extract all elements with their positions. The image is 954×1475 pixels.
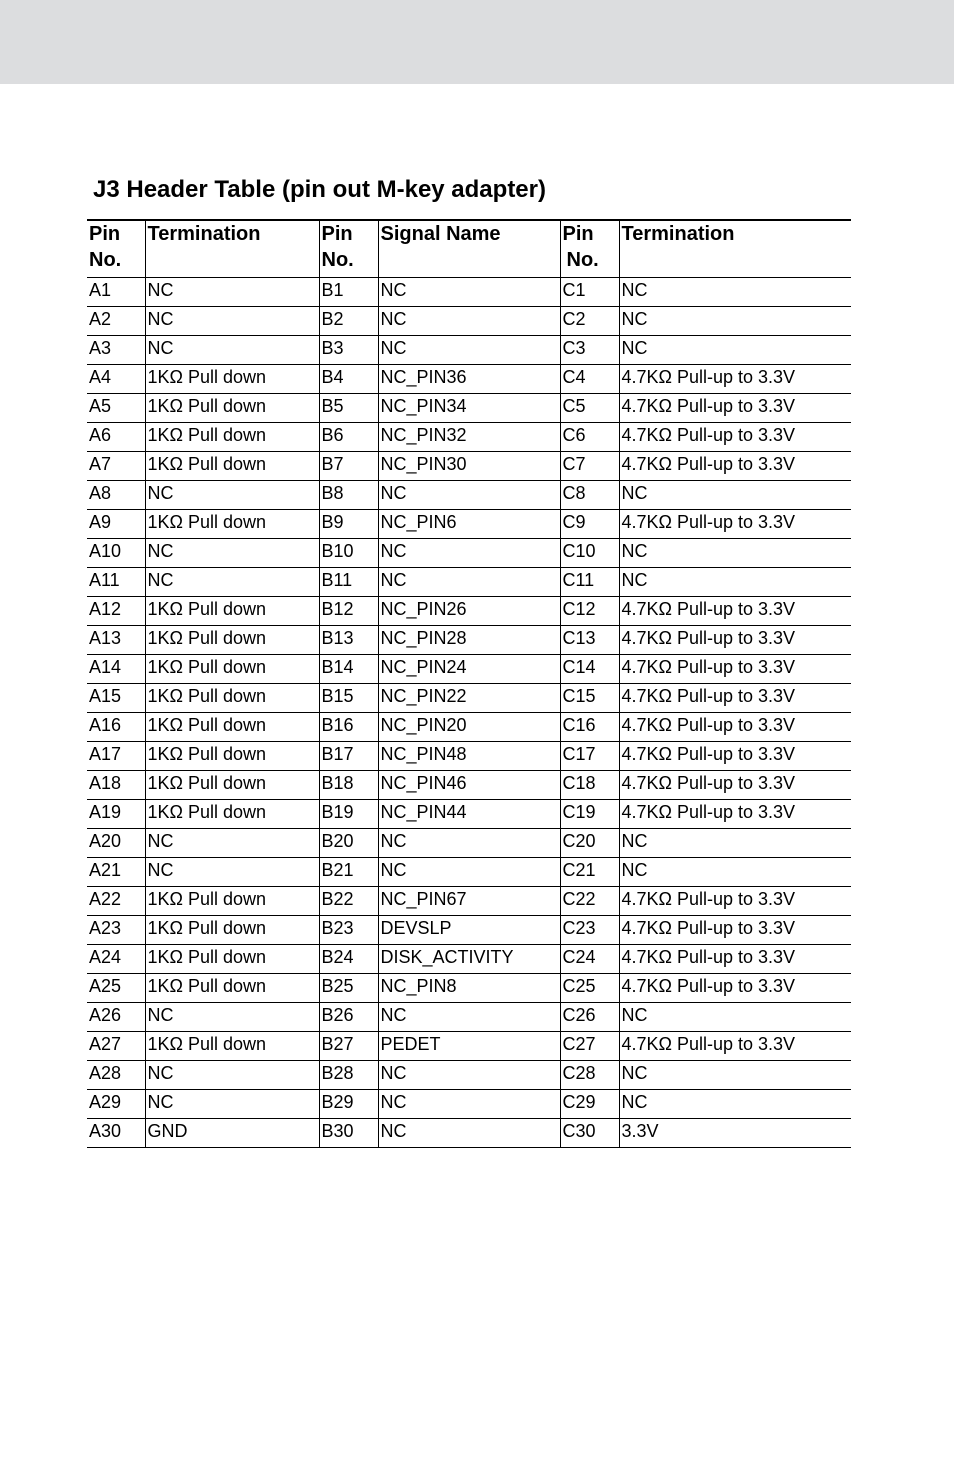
termination-c-cell: 4.7KΩ Pull-up to 3.3V: [619, 365, 851, 394]
pin-c-cell: C28: [560, 1061, 619, 1090]
pin-a-cell: A5: [87, 394, 145, 423]
table-row: [87, 1090, 851, 1119]
termination-a-cell: 1KΩ Pull down: [145, 365, 319, 394]
pin-b-cell: B24: [319, 945, 378, 974]
termination-c-cell: 4.7KΩ Pull-up to 3.3V: [619, 916, 851, 945]
table-row: [87, 800, 851, 829]
table-row: [87, 423, 851, 452]
pin-b-cell: B1: [319, 278, 378, 307]
signal-name-cell: NC_PIN48: [378, 742, 560, 771]
termination-a-cell: 1KΩ Pull down: [145, 771, 319, 800]
termination-a-cell: 1KΩ Pull down: [145, 1032, 319, 1061]
table-row: [87, 974, 851, 1003]
table-row: [87, 1119, 851, 1148]
table-row: [87, 887, 851, 916]
pin-c-cell: C18: [560, 771, 619, 800]
pin-c-cell: C20: [560, 829, 619, 858]
pin-c-cell: C19: [560, 800, 619, 829]
termination-a-cell: NC: [145, 336, 319, 365]
pin-c-cell: C12: [560, 597, 619, 626]
termination-a-cell: NC: [145, 1090, 319, 1119]
pin-b-cell: B14: [319, 655, 378, 684]
termination-a-cell: 1KΩ Pull down: [145, 626, 319, 655]
pin-c-cell: C5: [560, 394, 619, 423]
pin-b-cell: B21: [319, 858, 378, 887]
termination-c-cell: NC: [619, 568, 851, 597]
pin-b-cell: B28: [319, 1061, 378, 1090]
pin-b-cell: B22: [319, 887, 378, 916]
pin-b-cell: B13: [319, 626, 378, 655]
termination-a-cell: 1KΩ Pull down: [145, 713, 319, 742]
table-row: [87, 742, 851, 771]
table-row: [87, 829, 851, 858]
pin-a-cell: A17: [87, 742, 145, 771]
pin-a-cell: A3: [87, 336, 145, 365]
pin-a-cell: A9: [87, 510, 145, 539]
table-row: [87, 394, 851, 423]
pin-b-cell: B25: [319, 974, 378, 1003]
signal-name-cell: NC: [378, 568, 560, 597]
termination-c-cell: NC: [619, 1061, 851, 1090]
termination-a-cell: 1KΩ Pull down: [145, 945, 319, 974]
pin-a-cell: A15: [87, 684, 145, 713]
table-row: [87, 1003, 851, 1032]
termination-c-cell: NC: [619, 829, 851, 858]
termination-a-cell: 1KΩ Pull down: [145, 887, 319, 916]
pin-a-cell: A28: [87, 1061, 145, 1090]
pin-c-cell: C9: [560, 510, 619, 539]
termination-c-cell: 4.7KΩ Pull-up to 3.3V: [619, 1032, 851, 1061]
header-line: Signal Name: [380, 223, 501, 245]
pin-c-cell: C3: [560, 336, 619, 365]
signal-name-cell: DEVSLP: [378, 916, 560, 945]
table-row: [87, 510, 851, 539]
table-row: [87, 1061, 851, 1090]
header-pin-no-c: [560, 220, 619, 278]
termination-c-cell: 4.7KΩ Pull-up to 3.3V: [619, 597, 851, 626]
table-title: J3 Header Table (pin out M-key adapter): [93, 176, 546, 203]
signal-name-cell: NC_PIN8: [378, 974, 560, 1003]
pin-b-cell: B3: [319, 336, 378, 365]
termination-c-cell: 4.7KΩ Pull-up to 3.3V: [619, 510, 851, 539]
pin-b-cell: B27: [319, 1032, 378, 1061]
pin-a-cell: A13: [87, 626, 145, 655]
signal-name-cell: NC_PIN36: [378, 365, 560, 394]
header-pin-no-a: [87, 220, 145, 278]
table-row: [87, 771, 851, 800]
termination-a-cell: NC: [145, 307, 319, 336]
pin-b-cell: B23: [319, 916, 378, 945]
header-line: No.: [566, 249, 599, 271]
header-signal-name: [378, 220, 560, 278]
table-row: [87, 365, 851, 394]
termination-c-cell: 4.7KΩ Pull-up to 3.3V: [619, 655, 851, 684]
termination-a-cell: 1KΩ Pull down: [145, 452, 319, 481]
pin-a-cell: A18: [87, 771, 145, 800]
signal-name-cell: NC: [378, 539, 560, 568]
signal-name-cell: PEDET: [378, 1032, 560, 1061]
termination-a-cell: NC: [145, 568, 319, 597]
termination-a-cell: 1KΩ Pull down: [145, 800, 319, 829]
signal-name-cell: NC: [378, 1003, 560, 1032]
table-row: [87, 481, 851, 510]
pin-b-cell: B12: [319, 597, 378, 626]
pin-c-cell: C27: [560, 1032, 619, 1061]
table-row: [87, 858, 851, 887]
header-line: Pin: [321, 223, 353, 245]
pin-c-cell: C26: [560, 1003, 619, 1032]
termination-a-cell: 1KΩ Pull down: [145, 684, 319, 713]
pin-c-cell: C29: [560, 1090, 619, 1119]
pin-a-cell: A6: [87, 423, 145, 452]
termination-c-cell: 4.7KΩ Pull-up to 3.3V: [619, 742, 851, 771]
pin-b-cell: B7: [319, 452, 378, 481]
signal-name-cell: NC_PIN24: [378, 655, 560, 684]
signal-name-cell: NC: [378, 1119, 560, 1148]
pin-c-cell: C17: [560, 742, 619, 771]
pin-a-cell: A2: [87, 307, 145, 336]
table-row: [87, 626, 851, 655]
table-row: [87, 336, 851, 365]
table-row: [87, 568, 851, 597]
termination-a-cell: NC: [145, 1003, 319, 1032]
pin-b-cell: B30: [319, 1119, 378, 1148]
pin-c-cell: C24: [560, 945, 619, 974]
header-line: Pin: [89, 223, 121, 245]
termination-c-cell: NC: [619, 539, 851, 568]
termination-c-cell: NC: [619, 858, 851, 887]
pin-a-cell: A22: [87, 887, 145, 916]
signal-name-cell: NC_PIN67: [378, 887, 560, 916]
termination-c-cell: 4.7KΩ Pull-up to 3.3V: [619, 974, 851, 1003]
pin-a-cell: A26: [87, 1003, 145, 1032]
termination-a-cell: 1KΩ Pull down: [145, 597, 319, 626]
header-line: Termination: [147, 223, 261, 245]
signal-name-cell: NC_PIN32: [378, 423, 560, 452]
pin-b-cell: B4: [319, 365, 378, 394]
pin-b-cell: B6: [319, 423, 378, 452]
pin-a-cell: A19: [87, 800, 145, 829]
signal-name-cell: NC_PIN46: [378, 771, 560, 800]
pin-a-cell: A20: [87, 829, 145, 858]
pin-b-cell: B10: [319, 539, 378, 568]
table-row: [87, 713, 851, 742]
pin-c-cell: C1: [560, 278, 619, 307]
termination-a-cell: 1KΩ Pull down: [145, 394, 319, 423]
termination-c-cell: NC: [619, 1090, 851, 1119]
pin-b-cell: B26: [319, 1003, 378, 1032]
pin-a-cell: A8: [87, 481, 145, 510]
pin-c-cell: C11: [560, 568, 619, 597]
termination-c-cell: 4.7KΩ Pull-up to 3.3V: [619, 394, 851, 423]
signal-name-cell: NC: [378, 829, 560, 858]
table-row: [87, 1032, 851, 1061]
pin-a-cell: A10: [87, 539, 145, 568]
table-row: [87, 655, 851, 684]
pin-a-cell: A25: [87, 974, 145, 1003]
table-row: [87, 278, 851, 307]
table-body: [87, 278, 851, 1148]
pin-a-cell: A21: [87, 858, 145, 887]
termination-a-cell: NC: [145, 539, 319, 568]
signal-name-cell: NC: [378, 307, 560, 336]
pin-table: [87, 219, 851, 1148]
pin-c-cell: C2: [560, 307, 619, 336]
termination-c-cell: 4.7KΩ Pull-up to 3.3V: [619, 713, 851, 742]
pin-a-cell: A1: [87, 278, 145, 307]
pin-c-cell: C13: [560, 626, 619, 655]
termination-a-cell: NC: [145, 858, 319, 887]
table-row: [87, 597, 851, 626]
table-row: [87, 916, 851, 945]
pin-c-cell: C15: [560, 684, 619, 713]
termination-a-cell: GND: [145, 1119, 319, 1148]
signal-name-cell: NC_PIN28: [378, 626, 560, 655]
termination-c-cell: 4.7KΩ Pull-up to 3.3V: [619, 452, 851, 481]
signal-name-cell: NC: [378, 336, 560, 365]
table-header: [87, 220, 851, 278]
header-termination-a: [145, 220, 319, 278]
termination-c-cell: NC: [619, 307, 851, 336]
pin-a-cell: A24: [87, 945, 145, 974]
pin-c-cell: C16: [560, 713, 619, 742]
pin-a-cell: A27: [87, 1032, 145, 1061]
pin-c-cell: C21: [560, 858, 619, 887]
header-line: Pin: [562, 223, 594, 245]
termination-a-cell: NC: [145, 1061, 319, 1090]
pin-c-cell: C10: [560, 539, 619, 568]
termination-c-cell: 4.7KΩ Pull-up to 3.3V: [619, 945, 851, 974]
pin-c-cell: C4: [560, 365, 619, 394]
table-row: [87, 539, 851, 568]
pin-a-cell: A7: [87, 452, 145, 481]
pin-c-cell: C14: [560, 655, 619, 684]
pin-a-cell: A4: [87, 365, 145, 394]
pin-c-cell: C8: [560, 481, 619, 510]
pin-c-cell: C23: [560, 916, 619, 945]
pin-c-cell: C22: [560, 887, 619, 916]
termination-c-cell: 3.3V: [619, 1119, 851, 1148]
table-row: [87, 452, 851, 481]
termination-c-cell: 4.7KΩ Pull-up to 3.3V: [619, 771, 851, 800]
termination-a-cell: NC: [145, 829, 319, 858]
header-line: Termination: [621, 223, 735, 245]
termination-a-cell: 1KΩ Pull down: [145, 423, 319, 452]
signal-name-cell: NC_PIN26: [378, 597, 560, 626]
pin-b-cell: B9: [319, 510, 378, 539]
pin-b-cell: B20: [319, 829, 378, 858]
pin-b-cell: B11: [319, 568, 378, 597]
header-line: No.: [89, 249, 122, 271]
pin-a-cell: A11: [87, 568, 145, 597]
termination-a-cell: NC: [145, 278, 319, 307]
termination-c-cell: NC: [619, 481, 851, 510]
header-line: No.: [321, 249, 354, 271]
signal-name-cell: NC_PIN20: [378, 713, 560, 742]
pin-c-cell: C7: [560, 452, 619, 481]
termination-c-cell: NC: [619, 1003, 851, 1032]
signal-name-cell: NC: [378, 278, 560, 307]
pin-b-cell: B2: [319, 307, 378, 336]
termination-c-cell: NC: [619, 336, 851, 365]
pin-a-cell: A23: [87, 916, 145, 945]
signal-name-cell: NC: [378, 1090, 560, 1119]
pin-b-cell: B29: [319, 1090, 378, 1119]
pin-a-cell: A14: [87, 655, 145, 684]
pin-b-cell: B15: [319, 684, 378, 713]
pin-a-cell: A16: [87, 713, 145, 742]
header-row: [87, 220, 851, 278]
termination-a-cell: 1KΩ Pull down: [145, 510, 319, 539]
termination-c-cell: NC: [619, 278, 851, 307]
signal-name-cell: NC_PIN34: [378, 394, 560, 423]
table-row: [87, 307, 851, 336]
pin-b-cell: B19: [319, 800, 378, 829]
signal-name-cell: NC_PIN6: [378, 510, 560, 539]
termination-a-cell: NC: [145, 481, 319, 510]
pin-c-cell: C25: [560, 974, 619, 1003]
termination-a-cell: 1KΩ Pull down: [145, 742, 319, 771]
termination-c-cell: 4.7KΩ Pull-up to 3.3V: [619, 887, 851, 916]
pin-b-cell: B5: [319, 394, 378, 423]
pin-a-cell: A12: [87, 597, 145, 626]
termination-a-cell: 1KΩ Pull down: [145, 974, 319, 1003]
pin-b-cell: B18: [319, 771, 378, 800]
pin-b-cell: B8: [319, 481, 378, 510]
pin-a-cell: A30: [87, 1119, 145, 1148]
signal-name-cell: NC_PIN22: [378, 684, 560, 713]
termination-c-cell: 4.7KΩ Pull-up to 3.3V: [619, 800, 851, 829]
termination-c-cell: 4.7KΩ Pull-up to 3.3V: [619, 684, 851, 713]
signal-name-cell: NC: [378, 1061, 560, 1090]
termination-c-cell: 4.7KΩ Pull-up to 3.3V: [619, 423, 851, 452]
table-row: [87, 684, 851, 713]
header-termination-c: [619, 220, 851, 278]
pin-c-cell: C6: [560, 423, 619, 452]
signal-name-cell: NC_PIN44: [378, 800, 560, 829]
signal-name-cell: NC: [378, 858, 560, 887]
table-row: [87, 945, 851, 974]
signal-name-cell: NC: [378, 481, 560, 510]
termination-c-cell: 4.7KΩ Pull-up to 3.3V: [619, 626, 851, 655]
pin-b-cell: B16: [319, 713, 378, 742]
pin-b-cell: B17: [319, 742, 378, 771]
pin-c-cell: C30: [560, 1119, 619, 1148]
termination-a-cell: 1KΩ Pull down: [145, 655, 319, 684]
page-header-band: [0, 0, 954, 84]
termination-a-cell: 1KΩ Pull down: [145, 916, 319, 945]
signal-name-cell: DISK_ACTIVITY: [378, 945, 560, 974]
pin-a-cell: A29: [87, 1090, 145, 1119]
signal-name-cell: NC_PIN30: [378, 452, 560, 481]
header-pin-no-b: [319, 220, 378, 278]
